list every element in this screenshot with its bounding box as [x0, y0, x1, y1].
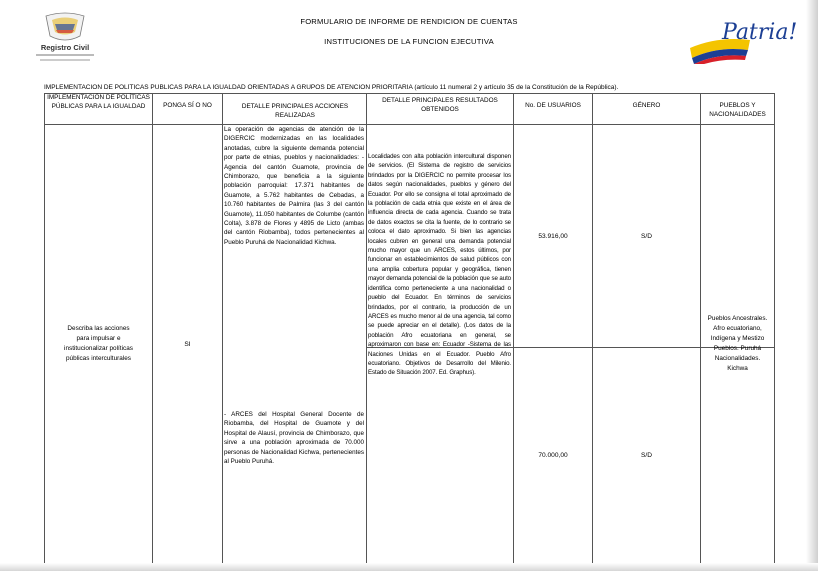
- implementacion-text: Describa las acciones para impulsar e institucionalizar políticas públicas interculturales: [64, 325, 133, 362]
- genero-value-1: S/D: [641, 232, 652, 240]
- acciones-agencias: La operación de agencias de atención de la DIGERCIC modernizadas en las localidades anotadas, cubre la siguiente demanda potencial por parte de etnias, pueblos y nacionalidades: - Agencia del cantón Guamote, provincia de Chimborazo, que beneficia a la siguiente población parroquial: 17.371 habitantes de Guamote, a 5.762 habitantes de Cebadas, a 10.760 habitantes de Palmira (las 3 del cantón Guamote), 11.050 habitantes de Columbe (cantón Colta), 3.878 de Flores y 4895 de Licto (ambas del cantón Riobamba), todos pertenecientes al Pueblo Puruhá de Nacionalidad Kichwa.: [224, 126, 364, 246]
- col-header-pongasi: PONGA SÍ O NO: [163, 102, 212, 109]
- col-header-implementacion: IMPLEMENTACIÓN DE POLÍTICAS PÚBLICAS PARA LA IGUALDAD: [47, 94, 150, 110]
- table-border: [366, 93, 367, 563]
- col-header-usuarios: No. DE USUARIOS: [525, 102, 581, 109]
- pueblos-text: Pueblos Ancestrales. Afro ecuatoriano, Indígena y Mestizo Pueblos. Puruhá Nacionalidades. Kichwa: [707, 315, 768, 372]
- logo-left-text: Registro Civil: [40, 43, 90, 52]
- table-border: [44, 93, 774, 94]
- logo-subline: [36, 54, 94, 56]
- col-header-pueblos: PUEBLOS Y NACIONALIDADES: [709, 102, 766, 118]
- col-header-acciones: DETALLE PRINCIPALES ACCIONES REALIZADAS: [241, 103, 349, 119]
- page-shadow-bottom: [0, 563, 818, 571]
- col-header-resultados: DETALLE PRINCIPALES RESULTADOS OBTENIDOS: [382, 97, 498, 113]
- table-border: [222, 93, 223, 563]
- logo-right-text: Patria!: [722, 20, 798, 45]
- usuarios-value-1: 53.916,00: [538, 232, 568, 240]
- table-border: [774, 93, 775, 563]
- page-title: FORMULARIO DE INFORME DE RENDICION DE CUENTAS: [300, 17, 518, 26]
- genero-value-2: S/D: [641, 452, 652, 459]
- resultados-text: Localidades con alta población intercultural disponen de servicios. (El Sistema de registro de servicios brindados por la DIGERCIC no permite procesar los datos según nacionalidades, pueblos y género del Ecuador. Por ello se consigna el total aproximado de la población de cada etnia que existe en el área de influencia directa de cada agencia. Cuando se trata de datos exactos se cita la fuente, de lo contrario se coloca el dato aproximado. Si bien las agencias locales cubren en general una demanda potencial mucho mayor que un ARCES, estos últimos, por funcionar en establecimientos de salud públicos con una amplia cobertura popular y geográfica, tienen mayor demanda potencial de la población que se auto identifica como perteneciente a una nacionalidad o pueblo del Ecuador. En términos de servicios brindados, por el contrario, la producción de un ARCES es mucho menor al de una agencia, tal como se puede apreciar en el detalle). (Los datos de la población Afro ecuatoriana en general, se aproximaron con base en: Ecuador -Sistema de las Naciones Unidas en el Ecuador. Pueblo Afro ecuatoriano. Objetivos de Desarrollo del Milenio. Estado de Situación 2007. Ed. Graphus).: [368, 153, 511, 377]
- pongasi-value: SI: [184, 340, 191, 348]
- page-subtitle: INSTITUCIONES DE LA FUNCION EJECUTIVA: [324, 37, 494, 46]
- logo-subline: [40, 59, 90, 61]
- section-banner: IMPLEMENTACIÓN DE POLÍTICAS PÚBLICAS PARA LA IGUALDAD ORIENTADAS A GRUPOS DE ATENCIÓN PRIORITARIA (artículo 11 numeral 2 y artículo 35 de la Constitución de la República).: [44, 84, 619, 91]
- col-header-genero: GÉNERO: [632, 102, 661, 109]
- acciones-arces: - ARCES del Hospital General Docente de Riobamba, del Hospital de Guamote y del Hospital de Alausí, provincia de Chimborazo, que sirve a una población aproximada de 70.000 personas de Nacionalidad Kichwa, pertenecientes al Pueblo Puruhá.: [224, 411, 364, 466]
- usuarios-value-2: 70.000,00: [538, 452, 568, 459]
- page-shadow-right: [806, 0, 818, 571]
